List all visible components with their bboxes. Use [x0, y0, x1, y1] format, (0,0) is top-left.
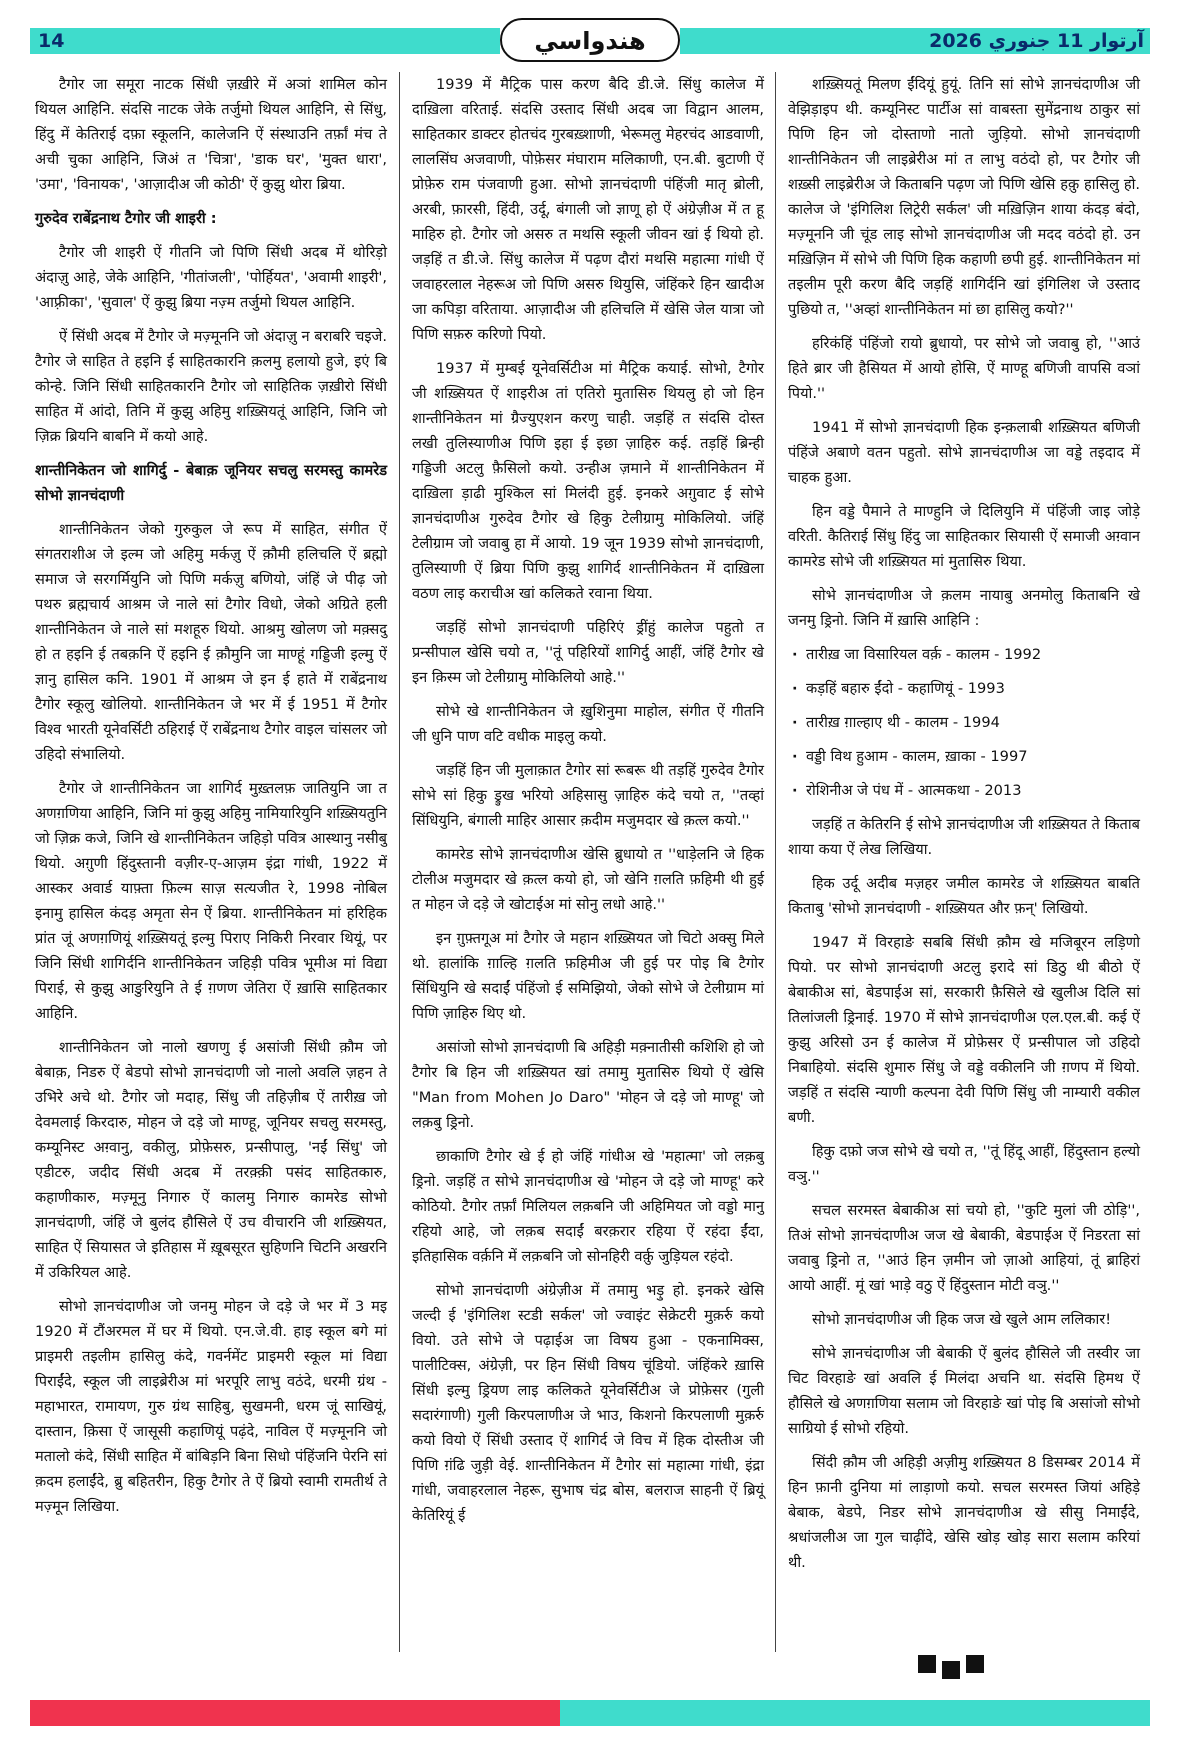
- paragraph: शान्तीनिकेतन जेको गुरुकुल जे रूप में साहित, संगीत ऐं संगतराशीअ जे इल्म जो अहिमु मर्कज़ु ऐं क़ौमी हलिचलि ऐं ब्रह्मो समाज जे सरगर्मियुनि जो पिणि मर्कज़ु बणियो, जंहिं जे पीढ़ जो पथरु ब्रह्मचार्य आश्रम जे नाले सां टैगोर विधो, जेको अग्रिते हली शान्तीनिकेतन जे नाले सां मशहूरु थियो. आश्रमु खोलण जो मक़्सदु हो त हइनि ई तबक़नि ऐं हइनि ई क़ौमुनि जा माण्हूं गड्डिजी इल्मु ऐं ज्ञानु हासिल कनि. 1901 में आश्रम जे इन ई हाते में राबेंद्रनाथ टैगोर स्कूलु खोलियो. शान्तीनिकेतन जे भर में ई 1951 में टैगोर विश्व भारती यूनेवर्सिटी ठहिराई ऐं राबेंद्रनाथ टैगोर वाइल चांसलर जो उहिदो संभालियो.: [35, 521, 387, 763]
- header-bar-left: [30, 28, 500, 54]
- book-list: [788, 642, 1140, 803]
- paragraph: 1939 में मैट्रिक पास करण बैदि डी.जे. सिंधु कालेज में दाख़िला वरिताई. संदसि उस्ताद सिंधी अदब जा विद्वान आलम, साहितकार डाक्टर होतचंद गुरबख़्शाणी, भेरूमलु मेहरचंद आडवाणी, लालसिंघ अजवाणी, पोफ़ेसर मंघाराम मलिकाणी, एन.बी. बुटाणी ऐं प्रोफ़ेरु राम पंजवाणी हुआ. सोभो ज्ञानचंदाणी पंहिंजी मातृ ब्रोली, अरबी, फ़ारसी, हिंदी, उर्दू, बंगाली जो ज्ञाणू हो ऐं अंग्रेज़ीअ में त हू माहिरु हो. टैगोर जो असरु त मथसि स्कूली जीवन खां ई थियो हो. जड़हिं त डी.जे. सिंधु कालेज में पढ़ण दौरां मथसि महात्मा गांधी ऐं जवाहरलाल नेहरूअ जो पिणि असरु थियुसि, जंहिंकरे हिन खादीअ जा कपिड़ा वरिताया. आज़ादीअ जी हलिचलि में खेसि जेल यात्रा जो पिणि सफ़रु करिणो पियो.: [412, 76, 764, 343]
- paragraph: सिंदी क़ौम जी अहिड़ी अज़ीमु शख़्सियत 8 डिसम्बर 2014 में हिन फ़ानी दुनिया मां लाड़ाणो कयो. सचल सरमस्त जियां अहिड़े बेबाक, बेडपे, निडर सोभे ज्ञानचंदाणीअ खे सीसु निमाईंदे, श्रधांजलीअ जा गुल चाढ़ींदे, खेसि खोड़ खोड़ सारा सलाम करियां थी.: [788, 1454, 1140, 1571]
- page-header: [30, 18, 1150, 64]
- paragraph: सोभो ज्ञानचंदाणी अंग्रेज़ीअ में तमामु भड़ु हो. इनकरे खेसि जल्दी ई 'इंगिलिश स्टडी सर्कल' जो ज्वाइंट सेक्रेटरी मुक़र्रु कयो वियो. उते सोभे जे पढ़ाईअ जा विषय हुआ - एकनामिक्स, पालीटिक्स, अंग्रेज़ी, पर हिन सिंधी विषय चूंडियो. जंहिंकरे ख़ासि सिंधी इल्मु ड्रियण लाइ कलिकते यूनेवर्सिटीअ जे प्रोफ़ेसर (गुली सदारंगाणी) गुली किरपलाणीअ जे भाउ, किशनो किरपलाणी मुक़र्रु कयो वियो ऐं सिंधी उस्ताद ऐं शागिर्द जे विच में हिक दोस्तीअ जी पिणि ग़ंढि जुड़ी वेई. शान्तीनिकेतन में टैगोर सां महात्मा गांधी, इंद्रा गांधी, जवाहरलाल नेहरू, सुभाष चंद्र बोस, बलराज साहनी ऐं ब्रियूं केतिरियूं ई: [412, 1282, 764, 1524]
- paragraph: टैगोर जी शाइरी ऐं गीतनि जो पिणि सिंधी अदब में थोरिड़ो अंदाज़ु आहे, जेके आहिनि, 'गीतांजली', 'पोर्हियत', 'अवामी शाइरी', 'आफ़्रीका', 'सुवाल' ऐं कुझु ब्रिया नज़्म तर्जुमो थियल आहिनि.: [35, 244, 387, 311]
- paragraph: सचल सरमस्त बेबाकीअ सां चयो हो, ''कुटि मुलां जी ठोड़ि'', तिअं सोभो ज्ञानचंदाणीअ जज खे बेबाकी, बेडपाईअ ऐं निडरता सां जवाबु ड्रिनो त, ''आउं हिन ज़मीन जो ज़ाओ आहियां, तूं ब्राहिरां आयो आहीं. मूं खां भाड़े वठु ऐं हिंदुस्तान मोटी वञु.'': [788, 1202, 1140, 1294]
- paragraph: टैगोर जा समूरा नाटक सिंधी ज़ख़ीरे में अञां शामिल कोन थियल आहिनि. संदसि नाटक जेके तर्जुमो थियल आहिनि, से सिंधु, हिंदु में केतिराई दफ़ा स्कूलनि, कालेजनि ऐं संस्थाउनि तर्फ़ां मंच ते अची चुका आहिनि, जिअं त 'चित्रा', 'डाक घर', 'मुक्त धारा', 'उमा', 'विनायक', 'आज़ादीअ जी कोठी' ऐं कुझु थोरा ब्रिया.: [35, 76, 387, 193]
- column-divider: [775, 72, 776, 1652]
- book-item: · रोशिनीअ जे पंध में - आत्मकथा - 2013: [788, 778, 1140, 803]
- article-end-icon: [918, 1655, 988, 1679]
- newspaper-masthead: هندواسي: [500, 18, 680, 62]
- book-item: · तारीख़ जा विसारियल वर्क़ - कालम - 1992: [788, 642, 1140, 667]
- page-number: 14: [38, 30, 65, 52]
- issue-date: آرتوار 11 جنوري 2026: [929, 30, 1144, 52]
- subheading: शान्तीनिकेतन जो शागिर्दु - बेबाक़ जूनियर सचलु सरमस्तु कामरेड सोभो ज्ञानचंदाणी: [35, 462, 387, 504]
- paragraph: इन ग़ुफ़्तगूअ मां टैगोर जे महान शख़्सियत जो चिटो अक्सु मिले थो. हालांकि ग़ाल्हि ग़लति फ़हिमीअ जी हुई पर पोइ बि टैगोर सिंधियुनि खे सदाईं पंहिंजो ई समिझियो, जेको सोभे जे टेलीग्राम मां पिणि ज़ाहिरु थिए थो.: [412, 930, 764, 1022]
- paragraph: हिकु दफ़ो जज सोभे खे चयो त, ''तूं हिंदू आहीं, हिंदुस्तान हल्यो वञु.'': [788, 1143, 1140, 1185]
- paragraph: सोभो ज्ञानचंदाणीअ जो जनमु मोहन जे दड़े जे भर में 3 मइ 1920 में टौंअरमल में घर में थियो. एन.जे.वी. हाइ स्कूल बगे मां प्राइमरी तइलीम हासिलु कंदे, गवर्नमेंट प्राइमरी स्कूल मां विद्या पिराईंदे, स्कूल जी लाइब्रेरीअ मां भरपूरि लाभु वठंदे, धरमी ग्रंथ - महाभारत, रामायण, गुरु ग्रंथ साहिबु, सुखमनी, धरम जूं साखियूं, दास्तान, क़िसा ऐं जासूसी कहाणियूं पढ़ंदे, नाविल ऐं मज़्मूननि जो मतालो कंदे, सिंधी साहित में बांबिड़नि बिना सिधो पंहिंजनि पेरनि सां क़दम हलाईंदे, ब्रु बहितरीन, हिकु टैगोर ते ऐं ब्रियो स्वामी रामतीर्थ ते मज़्मून लिखिया.: [35, 1298, 387, 1515]
- paragraph: सोभो ज्ञानचंदाणीअ जी हिक जज खे खुले आम ललिकार!: [812, 1311, 1112, 1328]
- article-column-1: [35, 72, 387, 1528]
- paragraph: कामरेड सोभे ज्ञानचंदाणीअ खेसि ब्रुधायो त ''धाड़ेलनि जे हिक टोलीअ मजुमदार खे क़त्ल कयो हो, जो खेनि ग़लति फ़हिमी थी हुई त मोहन जे दड़े जे खोटाईअ मां सोनु लधो आहे.'': [412, 846, 764, 913]
- book-item: · कड़हिं बहारु ईंदो - कहाणियूं - 1993: [788, 676, 1140, 701]
- paragraph: शान्तीनिकेतन जो नालो खणणु ई असांजी सिंधी क़ौम जो बेबाक़, निडरु ऐं बेडपो सोभो ज्ञानचंदाणी जो नालो अवलि ज़हन ते उभिरे अचे थो. टैगोर जो मदाह, सिंधु जी तहिज़ीब ऐं तारीख़ जो देवमलाई किरदारु, मोहन जे दड़े जो माण्हू, जूनियर सचलु सरमस्तु, कम्यूनिस्ट अग़्वानु, वकीलु, प्रोफ़ेसरु, प्रन्सीपालु, 'नईं सिंधु' जो एडीटरु, जदीद सिंधी अदब में तरक़्क़ी पसंद साहितकारु, कहाणीकारु, मज़्मूनु निगारु ऐं कालमु निगारु कामरेड सोभो ज्ञानचंदाणी, जंहिं जे बुलंद हौसिले ऐं उच वीचारनि जी शख़्सियत, साहित ऐं सियासत जे इतिहास में ख़ूबसूरत सुहिणनि चिटनि अखरनि में उकिरियल आहे.: [35, 1039, 387, 1281]
- article-column-2: [412, 72, 764, 1537]
- paragraph: हिन वड्डे पैमाने ते माण्हुनि जे दिलियुनि में पंहिंजी जाइ जोड़े वरिती. कैतिराई सिंधु हिंदु जा साहितकार सियासी ऐं समाजी अग़्वान कामरेड सोभे जी शख़्सियत मां मुतासिरु थिया.: [788, 503, 1140, 570]
- paragraph: जड़हिं त केतिरनि ई सोभे ज्ञानचंदाणीअ जी शख़्सियत ते किताब शाया कया ऐं लेख लिखिया.: [788, 816, 1140, 858]
- page-footer: [30, 1700, 1150, 1726]
- paragraph: छाकाणि टैगोर खे ई हो जंहिं गांधीअ खे 'महात्मा' जो लक़बु ड्रिनो. जड़हिं त सोभे ज्ञानचंदाणीअ खे 'मोहन जे दड़े जो माण्हू' करे कोठियो. टैगोर तर्फ़ां मिलियल लक़बनि जी अहिमियत जो वड्डो मानु रहियो आहे, जो लक़ब सदाईं बरक़रार रहिया ऐं रहंदा ईंदा, इतिहासिक वर्क़नि में लक़बनि जो सोनहिरी वर्क़ु जुड़ियल रहंदो.: [412, 1148, 764, 1265]
- book-item: · वड्डी विथ हुआम - कालम, ख़ाका - 1997: [788, 744, 1140, 769]
- paragraph: जड़हिं हिन जी मुलाक़ात टैगोर सां रूबरू थी तड़हिं गुरुदेव टैगोर सोभे सां हिकु ड्रुख भरियो अहिसासु ज़ाहिरु कंदे चयो त, ''तव्हां सिंधियुनि, बंगाली माहिर आसार क़दीम मजुमदार खे क़त्ल कयो.'': [412, 762, 764, 829]
- paragraph: ऐं सिंधी अदब में टैगोर जे मज़्मूननि जो अंदाज़ु न बराबरि चइजे. टैगोर जे साहित ते हइनि ई साहितकारनि क़लमु हलायो हुजे, इएं बि कोन्हे. जिनि सिंधी साहितकारनि टैगोर जो साहितिक ज़ख़ीरो सिंधी साहित में आंदो, तिनि में कुझु अहिमु शख़्सियतूं आहिनि, जिनि जो ज़िक्र ब्रियनि बाबनि में कयो आहे.: [35, 328, 387, 445]
- paragraph: टैगोर जे शान्तीनिकेतन जा शागिर्द मुख़्तलफ़ जातियुनि जा त अणग़णिया आहिनि, जिनि मां कुझु अहिमु नामियारियुनि शख़्सियतुनि जो ज़िक्र कजे, जिनि खे शान्तीनिकेतन जहिड़ो पवित्र आस्थानु नसीबु थियो. अग़ुणी हिंदुस्तानी वज़ीर-ए-आज़म इंद्रा गांधी, 1922 में आस्कर अवार्ड याफ़्ता फ़िल्म साज़ सत्यजीत रे, 1998 नोबिल इनामु हासिल कंदड़ अमृता सेन ऐं ब्रिया. शान्तीनिकेतन मां हरिहिक प्रांत जूं अणग़णियूं शख़्सियतूं इल्मु पिराए निकिरी निरवार थियूं, पर जिनि सिंधी शागिर्दनि शान्तीनिकेतन जहिड़ी पवित्र भूमीअ मां विद्या पिराई, से कुझु आङुरियुनि ते ई ग़णण जेतिरा ऐं ख़ासि साहितकार आहिनि.: [35, 780, 387, 1022]
- article-column-3: [788, 72, 1140, 1584]
- paragraph: सोभे ज्ञानचंदाणीअ जे क़लम नायाबु अनमोलु किताबनि खे जनमु ड्रिनो. जिनि में ख़ासि आहिनि :: [788, 587, 1140, 629]
- footer-bar-red: [30, 1700, 560, 1726]
- paragraph: असांजो सोभो ज्ञानचंदाणी बि अहिड़ी मक़्नातीसी कशिशि हो जो टैगोर बि हिन जी शख़्सियत खां तमामु मुतासिरु थियो ऐं खेसि "Man from Mohen Jo Daro" 'मोहन जे दड़े जो माण्हू' जो लक़बु ड्रिनो.: [412, 1039, 764, 1131]
- paragraph: 1937 में मुम्बई यूनेवर्सिटीअ मां मैट्रिक कयाई. सोभो, टैगोर जी शख़्सियत ऐं शाइरीअ तां एतिरो मुतासिरु थियलु हो जो हिन शान्तीनिकेतन मां ग्रैज्युएशन करणु चाही. जड़हिं त संदसि दोस्त लखी तुलिस्याणीअ पिणि इहा ई इछा ज़ाहिरु कई. तड़हिं ब्रिन्ही गड्डिजी अटलु फ़ैसिलो कयो. उन्हीअ ज़माने में शान्तीनिकेतन में दाख़िला ड़ाढी मुश्किल सां मिलंदी हुई. इनकरे अग़ुवाट ई सोभे ज्ञानचंदाणीअ गुरुदेव टैगोर खे हिकु टेलीग्रामु मोकिलियो. जंहिं टेलीग्राम जो जवाबु हा में आयो. 19 जून 1939 सोभो ज्ञानचंदाणी, तुलिस्याणी ऐं ब्रिया पिणि कुझु शागिर्द शान्तीनिकेतन में दाख़िला वठण लाइ कराचीअ खां कलिकते रवाना थिया.: [412, 360, 764, 602]
- book-item: · तारीख़ ग़ाल्हाए थी - कालम - 1994: [788, 710, 1140, 735]
- column-divider: [399, 72, 400, 1652]
- paragraph: शख़्सियतूं मिलण ईंदियूं हुयूं. तिनि सां सोभे ज्ञानचंदाणीअ जी वेझिड़ाइप थी. कम्यूनिस्ट पार्टीअ सां वाबस्ता सुमेंद्रनाथ ठाकुर सां पिणि हिन जो दोस्ताणो नातो जुड़ियो. सोभो ज्ञानचंदाणी शान्तीनिकेतन जी लाइब्रेरीअ मां त लाभु वठंदो हो, पर टैगोर जी शख़्सी लाइब्रेरीअ जे किताबनि पढ़ण जो पिणि खेसि हक़ु हासिलु हो. कालेज जे 'इंगिलिश लिट्रेरी सर्कल' जी मख़िज़िन शाया कंदड़ बंदो, मज़्मूननि जी चूंड लाइ सोभो ज्ञानचंदाणीअ जी मदद वठंदो हो. उन मख़िज़िन में सोभे जी पिणि हिक कहाणी छपी हुई. शान्तीनिकेतन मां तइलीम पूरी करण बैदि जड़हिं शागिर्दनि खां इंगिलिश जे उस्ताद पुछियो त, ''अव्हां शान्तीनिकेतन मां छा हासिलु कयो?'': [788, 76, 1140, 318]
- paragraph: 1947 में विरहाङे सबबि सिंधी क़ौम खे मजिबूरन लड़िणो पियो. पर सोभो ज्ञानचंदाणी अटलु इरादे सां डिठु थी बीठो ऐं बेबाकीअ सां, बेडपाईअ सां, सरकारी फ़ैसिले खे खुलीअ दिलि सां तिलांजली ड्रिनाई. 1970 में सोभे ज्ञानचंदाणीअ एल.एल.बी. कई ऐं कुझु अरिसो उन ई कालेज में प्रोफ़ेसर ऐं प्रन्सीपाल जो उहिदो निबाहियो. संदसि शुमारु सिंधु जे वड्डे वकीलनि जी ग़णप में थियो. जड़हिं त संदसि न्याणी कल्पना देवी पिणि सिंधु जी नाम्यारी वकील बणी.: [788, 934, 1140, 1126]
- footer-bar-teal: [560, 1700, 1150, 1726]
- paragraph: हरिकंहिं पंहिंजो रायो ब्रुधायो, पर सोभे जो जवाबु हो, ''आउं हिते ब्रार जी हैसियत में आयो होसि, ऐं माण्हू बणिजी वापसि वञां पियो.'': [788, 335, 1140, 402]
- paragraph: सोभे खे शान्तीनिकेतन जे ख़ुशिनुमा माहोल, संगीत ऐं गीतनि जी धुनि पाण वटि वधीक माइलु कयो.: [412, 703, 764, 745]
- paragraph: हिक उर्दू अदीब मज़हर जमील कामरेड जे शख़्सियत बाबति किताबु 'सोभो ज्ञानचंदाणी - शख़्सियत और फ़न्' लिखियो.: [788, 875, 1140, 917]
- subheading: गुरुदेव राबेंद्रनाथ टैगोर जी शाइरी :: [35, 210, 217, 227]
- paragraph: सोभे ज्ञानचंदाणीअ जी बेबाकी ऐं बुलंद हौसिले जी तस्वीर जा चिट विरहाङे खां अवलि ई मिलंदा अचनि था. संदसि हिमथ ऐं हौसिले खे अणग़णिया सलाम जो विरहाङे खां पोइ बि असांजो सोभो साग्रियो ई सोभो रहियो.: [788, 1345, 1140, 1437]
- paragraph: 1941 में सोभो ज्ञानचंदाणी हिक इन्क़लाबी शख़्सियत बणिजी पंहिंजे अबाणे वतन पहुतो. सोभे ज्ञानचंदाणीअ जा वड्डे तइदाद में चाहक हुआ.: [788, 419, 1140, 486]
- paragraph: जड़हिं सोभो ज्ञानचंदाणी पहिरिएं ड्रींहुं कालेज पहुतो त प्रन्सीपाल खेसि चयो त, ''तूं पहिरियों शागिर्दु आहीं, जंहिं टैगोर खे इन क़िस्म जो टेलीग्रामु मोकिलियो आहे.'': [412, 619, 764, 686]
